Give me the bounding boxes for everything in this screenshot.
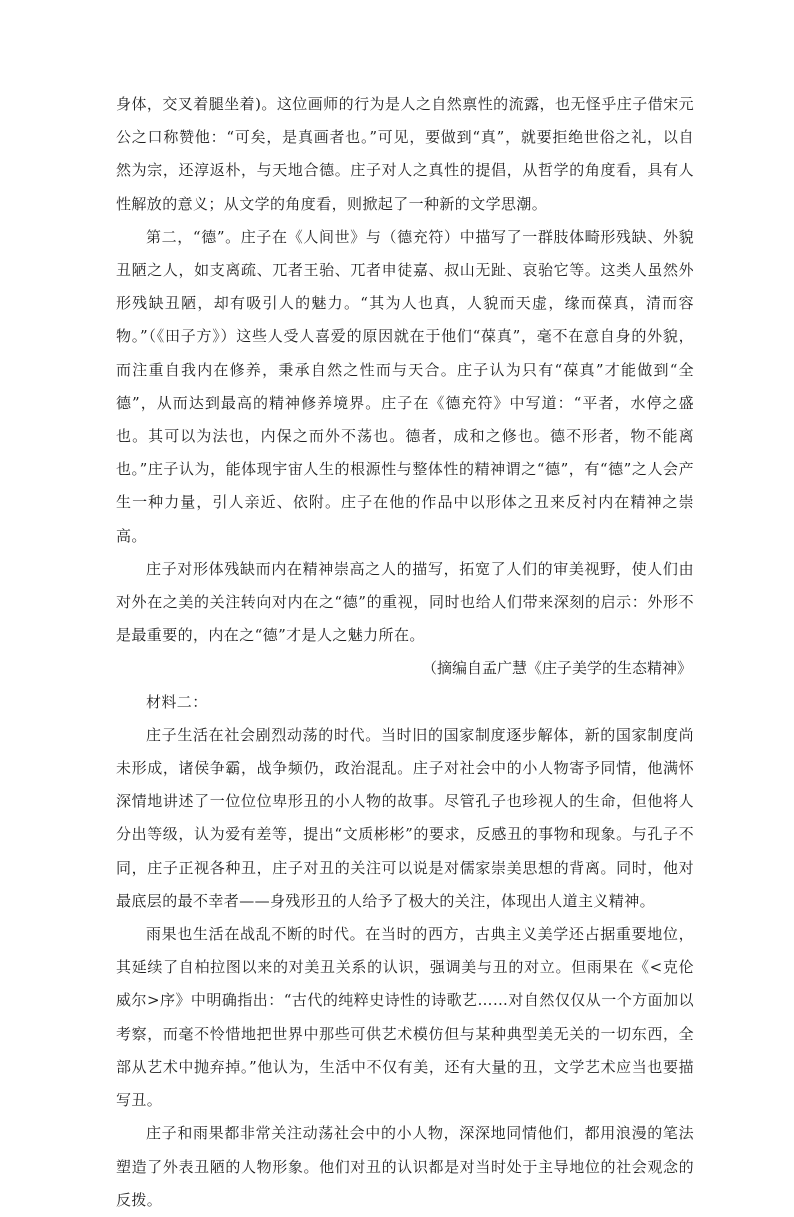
source-citation: （摘编自孟广慧《庄子美学的生态精神》 <box>421 659 692 678</box>
document-body <box>116 88 694 1217</box>
paragraph-painter-conclusion: 身体，交叉着腿坐着)。这位画师的行为是人之自然禀性的流露，也无怪乎庄子借宋元公之口称赞他：“可矣，是真画者也。”可见，要做到“真”，就要拒绝世俗之礼，以自然为宗，还淳返朴，与天地合德。庄子对人之真性的提倡，从哲学的角度看，具有人性解放的意义；从文学的角度看，则掀起了一种新的文学思潮。 <box>116 95 694 213</box>
paragraph-aesthetic-vision: 庄子对形体残缺而内在精神崇高之人的描写，拓宽了人们的审美视野，使人们由对外在之美的关注转向对内在之“德”的重视，同时也给人们带来深刻的启示：外形不是最重要的，内在之“德”才是人之魅力所在。 <box>116 559 694 645</box>
material-two-label: 材料二： <box>146 692 208 711</box>
paragraph-hugo: 雨果也生活在战乱不断的时代。在当时的西方，古典主义美学还占据重要地位，其延续了自柏拉图以来的对美丑关系的认识，强调美与丑的对立。但雨果在《<克伦威尔>序》中明确指出：“古代的纯粹史诗性的诗歌艺……对自然仅仅从一个方面加以考察，而毫不怜惜地把世界中那些可供艺术模仿但与某种典型美无关的一切东西，全部从艺术中抛弃掉。”他认为，生活中不仅有美，还有大量的丑，文学艺术应当也要描写丑。 <box>116 925 694 1110</box>
paragraph-de: 第二，“德”。庄子在《人间世》与（德充符）中描写了一群肢体畸形残缺、外貌丑陋之人，如支离疏、兀者王骀、兀者申徒嘉、叔山无趾、哀骀它等。这类人虽然外形残缺丑陋，却有吸引人的魅力。“其为人也真，人貌而天虚，缘而葆真，清而容物。”（《田子方》）这些人受人喜爱的原因就在于他们“葆真”，毫不在意自身的外貌，而注重自我内在修养，秉承自然之性而与天合。庄子认为只有“葆真”才能做到“全德”，从而达到最高的精神修养境界。庄子在《德充符》中写道：“平者，水停之盛也。其可以为法也，内保之而外不荡也。德者，成和之修也。德不形者，物不能离也。”庄子认为，能体现宇宙人生的根源性与整体性的精神谓之“德”，有“德”之人会产生一种力量，引人亲近、依附。庄子在他的作品中以形体之丑来反衬内在精神之崇高。 <box>116 227 694 545</box>
paragraph-comparison: 庄子和雨果都非常关注动荡社会中的小人物，深深地同情他们，都用浪漫的笔法塑造了外表丑陋的人物形象。他们对丑的认识都是对当时处于主导地位的社会观念的反拨。 <box>116 1124 694 1209</box>
paragraph-zhuangzi-era: 庄子生活在社会剧烈动荡的时代。当时旧的国家制度逐步解体，新的国家制度尚未形成，诸侯争霸，战争频仍，政治混乱。庄子对社会中的小人物寄予同情，他满怀深情地讲述了一位位位卑形丑的小人物的故事。尽管孔子也珍视人的生命，但他将人分出等级，认为爱有差等，提出“文质彬彬”的要求，反感丑的事物和现象。与孔子不同，庄子正视各种丑，庄子对丑的关注可以说是对儒家崇美思想的背离。同时，他对最底层的最不幸者——身残形丑的人给予了极大的关注，体现出人道主义精神。 <box>116 725 694 910</box>
